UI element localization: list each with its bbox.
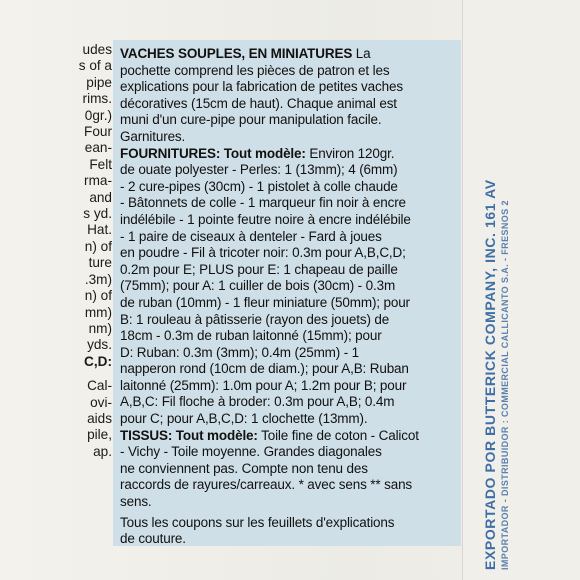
left-column-line: s yd. (83, 206, 112, 222)
panel-text-line (120, 245, 461, 262)
body-text: Tous les coupons sur les feuillets d'explications (120, 514, 395, 530)
panel-text-line (120, 428, 461, 445)
panel-text-line (120, 531, 461, 548)
panel-text-line (120, 112, 461, 129)
panel-text-line (120, 494, 461, 511)
panel-text-line (120, 179, 461, 196)
panel-text-line (120, 345, 461, 362)
left-column-line: 0gr.) (84, 107, 112, 123)
body-text: (75mm); pour A: 1 cuiller de bois (30cm) - 0.3m (120, 278, 396, 294)
panel-edge-divider (462, 0, 463, 580)
left-column-line: aids (87, 410, 112, 426)
body-text: D: Ruban: 0.3m (3mm); 0.4m (25mm) - 1 (120, 344, 360, 360)
bold-heading-text: TISSUS: Tout modèle: (120, 427, 258, 443)
body-text: 18cm - 0.3m de ruban laitonné (15mm); pour (120, 328, 382, 344)
body-text: indélébile - 1 pointe feutre noire à encre indélébile (120, 211, 411, 227)
left-column-line: rma- (84, 173, 112, 189)
french-description-panel (113, 40, 461, 546)
left-column-line: pile, (87, 427, 112, 443)
left-column-line: ture (88, 255, 112, 271)
right-margin-strip (462, 0, 580, 580)
panel-text-line (120, 146, 461, 163)
panel-text-line (120, 63, 461, 80)
panel-text-line (120, 195, 461, 212)
body-text: muni d'un cure-pipe pour manipulation facile. (120, 112, 382, 128)
panel-text-line (120, 477, 461, 494)
panel-text-line (120, 96, 461, 113)
panel-text-line (120, 328, 461, 345)
body-text: ne conviennent pas. Compte non tenu des (120, 460, 368, 476)
body-text: décoratives (15cm de haut). Chaque animal est (120, 95, 397, 111)
body-text: 0.2m pour E; PLUS pour E: 1 chapeau de paille (120, 261, 398, 277)
body-text: napperon rond (10cm de diam.); pour A,B: Ruban (120, 361, 409, 377)
panel-text-line (120, 278, 461, 295)
panel-text-line (120, 212, 461, 229)
left-column-line: n) of (84, 238, 112, 254)
panel-text-line (120, 444, 461, 461)
bold-heading-text: FOURNITURES: Tout modèle: (120, 145, 306, 161)
body-text: de couture. (120, 531, 186, 547)
body-text: explications pour la fabrication de petites vaches (120, 79, 403, 95)
body-text: de ruban (10mm) - 1 fleur miniature (50mm); pour (120, 294, 410, 310)
left-column-line: udes (82, 42, 112, 57)
panel-text-line (120, 229, 461, 246)
panel-text-line (120, 515, 461, 532)
panel-text-line (120, 394, 461, 411)
body-text: laitonné (25mm): 1.0m pour A; 1.2m pour B; pour (120, 377, 407, 393)
panel-text-line (120, 79, 461, 96)
body-text: B: 1 rouleau à pâtisserie (rayon des jouets) de (120, 311, 390, 327)
left-column-line: .3m) (84, 271, 112, 287)
panel-text-line (120, 129, 461, 146)
left-column-line: mm) (84, 304, 112, 320)
panel-text-line (120, 295, 461, 312)
left-column-line: Felt (89, 156, 112, 172)
body-text: Toile fine de coton - Calicot (257, 427, 419, 443)
body-text: pour C; pour A,B,C,D: 1 clochette (13mm). (120, 411, 368, 427)
bold-heading-text: VACHES SOUPLES, EN MINIATURES (120, 46, 353, 61)
left-column-line: ap. (93, 443, 112, 459)
panel-text-line (120, 461, 461, 478)
left-column-line: ovi- (90, 394, 112, 410)
body-text: Environ 120gr. (305, 145, 395, 161)
left-column-line: s of a (78, 58, 112, 74)
body-text: - Vichy - Toile moyenne. Grandes diagonales (120, 444, 382, 460)
exporter-vertical-text: EXPORTADO POR BUTTERICK COMPANY, INC. 161 AV (482, 179, 498, 570)
body-text: - 1 paire de ciseaux à denteler - Fard à joues (120, 228, 382, 244)
left-column-line: Cal- (87, 378, 112, 394)
left-column-line: pipe (86, 74, 112, 90)
body-text: de ouate polyester - Perles: 1 (13mm); 4 (6mm) (120, 162, 398, 178)
left-column-line: C,D: (84, 353, 112, 369)
body-text: en poudre - Fil à tricoter noir: 0.3m pour A,B,C,D; (120, 245, 406, 261)
left-column-line: rims. (82, 91, 112, 107)
body-text: La (352, 46, 371, 61)
body-text: pochette comprend les pièces de patron et les (120, 62, 390, 78)
left-column-line: and (89, 189, 112, 205)
left-column-line (0, 370, 112, 378)
left-column-line: Hat. (87, 222, 112, 238)
cropped-english-text-column (0, 42, 112, 460)
left-column-line: nm) (88, 320, 112, 336)
panel-text-line (120, 162, 461, 179)
panel-text-line (120, 411, 461, 428)
panel-text-line (120, 262, 461, 279)
body-text: Garnitures. (120, 128, 186, 144)
left-column-line: n) of (84, 288, 112, 304)
panel-text-line (120, 378, 461, 395)
left-column-line: ean- (84, 140, 112, 156)
panel-text-line (120, 46, 461, 63)
left-column-line: Four (84, 124, 112, 140)
panel-text-line (120, 361, 461, 378)
body-text: - Bâtonnets de colle - 1 marqueur fin noir à encre (120, 195, 406, 211)
body-text: A,B,C: Fil floche à broder: 0.3m pour A,B; 0.4m (120, 394, 395, 410)
panel-text-line (120, 312, 461, 329)
body-text: sens. (120, 494, 152, 510)
distributor-vertical-text: IMPORTADOR - DISTRIBUIDOR : COMMERCIAL CALLICANTO S.A. - FRESNOS 2 (500, 200, 510, 570)
body-text: - 2 cure-pipes (30cm) - 1 pistolet à colle chaude (120, 178, 398, 194)
body-text: raccords de rayures/carreaux. * avec sens ** sans (120, 477, 413, 493)
left-column-line: yds. (87, 337, 112, 353)
